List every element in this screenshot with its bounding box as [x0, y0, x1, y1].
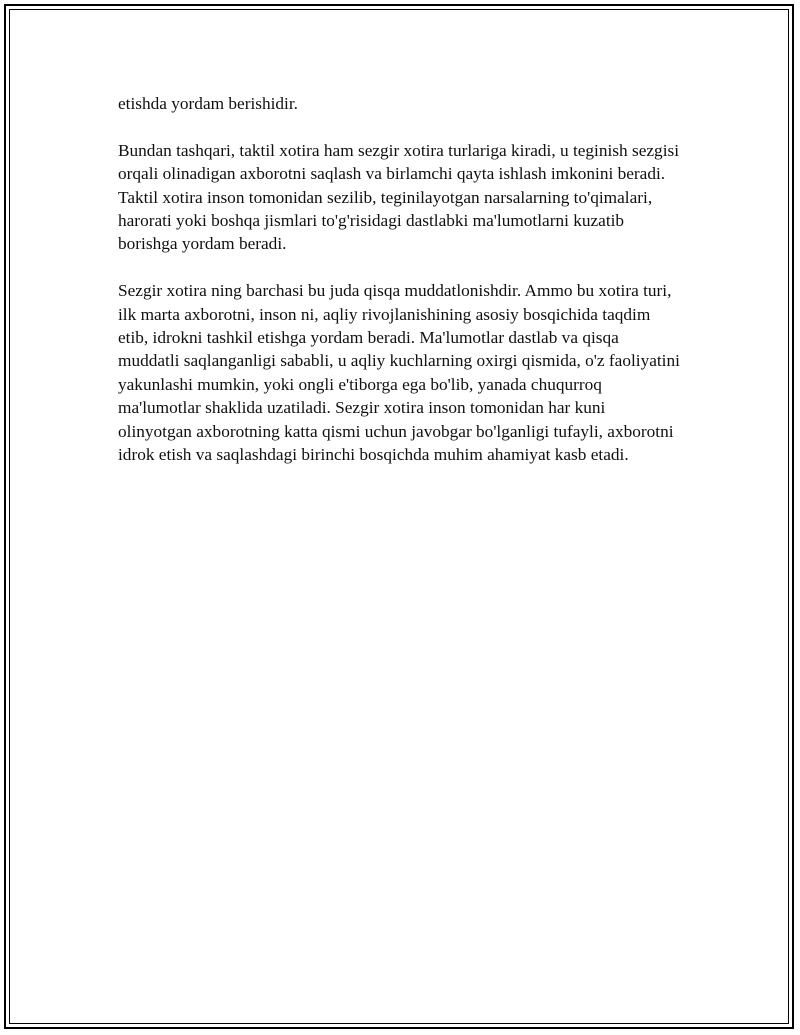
paragraph-tactile-memory: Bundan tashqari, taktil xotira ham sezgir xotira turlariga kiradi, u teginish sezgisi orqali olinadigan axborotni saqlash va birlamchi qayta ishlash imkonini beradi. Taktil xotira inson tomonidan sezilib, teginilayotgan narsalarning to'qimalari, harorati yoki boshqa jismlari to'g'risidagi dastlabki ma'lumotlarni kuzatib borishga yordam beradi.: [118, 140, 680, 254]
document-body: [118, 92, 683, 466]
paragraph-continuation: etishda yordam berishidir.: [118, 94, 298, 113]
paragraph-sensory-memory: Sezgir xotira ning barchasi bu juda qisqa muddatlonishdir. Ammo bu xotira turi, ilk marta axborotni, inson ni, aqliy rivojlanishining asosiy bosqichida taqdim etib, idrokni tashkil etishga yordam beradi. Ma'lumotlar dastlab va qisqa muddatli saqlanganligi sababli, u aqliy kuchlarning oxirgi qismida, o'z faoliyatini yakunlashi mumkin, yoki ongli e'tiborga ega bo'lib, yanada chuqurroq ma'lumotlar shaklida uzatiladi. Sezgir xotira inson tomonidan har kuni olinyotgan axborotning katta qismi uchun javobgar bo'lganligi tufayli, axborotni idrok etish va saqlashdagi birinchi bosqichda muhim ahamiyat kasb etadi.: [118, 281, 680, 465]
